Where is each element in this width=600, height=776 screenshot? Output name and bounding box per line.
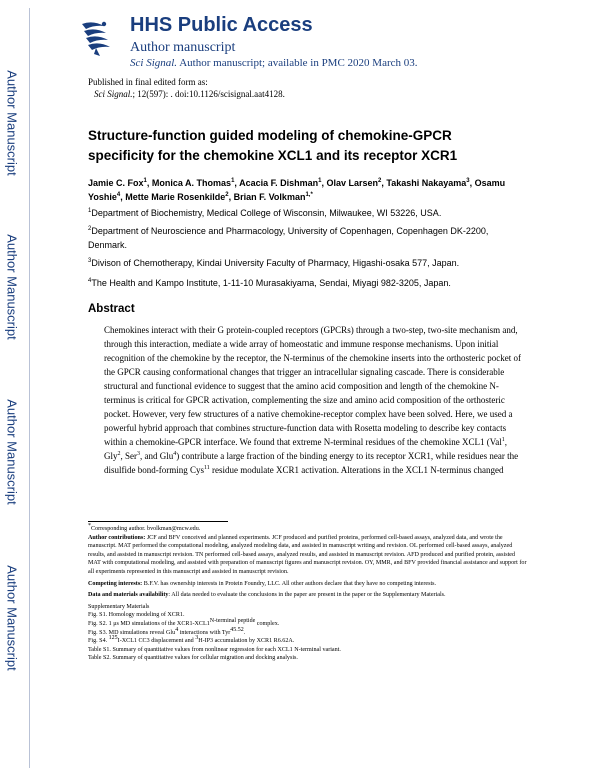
supplementary-item: Table S2. Summary of quantitative values for cellular migration and docking analysis. — [88, 655, 298, 662]
author-manuscript-subtitle: Author manuscript — [130, 40, 236, 55]
data-availability: Data and materials availability: All data needed to evaluate the conclusions in the paper are present in the paper or the Supplementary Materials. — [88, 592, 446, 599]
supplementary-item: Fig. S4. $^{125}$I-XCL1 CC3 displacement and $^3$H-IP3 accumulation by XCR1 R6.62A. — [88, 635, 295, 645]
side-label-author-manuscript: Author Manuscript — [4, 399, 20, 505]
competing-interests: Competing interests: B.F.V. has ownership interests in Protein Foundry, LLC. All other authors declare that they have no competing interests. — [88, 580, 437, 587]
side-label-author-manuscript: Author Manuscript — [4, 565, 20, 671]
supplementary-item: Table S1. Summary of quantitative values from nonlinear regression for each XCL1 N-terminal variant. — [88, 646, 341, 653]
author-list: Jamie C. Fox$^1$, Monica A. Thomas$^1$, Acacia F. Dishman$^1$, Olav Larsen$^2$, Takashi Nakayama$^3$, Osamu Yoshie$^4$, Mette Marie Rosenkilde$^2$, Brian F. Volkman$^{1,*}$ — [88, 178, 506, 202]
author: Olav Larsen$^2$ — [326, 178, 382, 188]
author: Jamie C. Fox$^1$ — [88, 178, 147, 188]
affiliation: $^2$Department of Neuroscience and Pharmacology, University of Copenhagen, Copenhagen DK-2200, Denmark. — [88, 226, 489, 250]
author: Osamu Yoshie$^4$ — [88, 178, 506, 202]
hhs-eagle-logo — [78, 18, 112, 58]
paper-title: Structure-function guided modeling of chemokine-GPCR specificity for the chemokine XCL1 and its receptor XCR1 — [88, 128, 458, 163]
corresponding-author: *Corresponding author. bvolkman@mcw.edu. — [88, 522, 201, 532]
affiliation: $^4$The Health and Kampo Institute, 1-11-10 Murasakiyama, Sendai, Miyagi 982-3205, Japan. — [88, 278, 451, 288]
author: Mette Marie Rosenkilde$^2$ — [125, 192, 229, 202]
author: Monica A. Thomas$^1$ — [151, 178, 235, 188]
author: Takashi Nakayama$^3$ — [386, 178, 470, 188]
citation-journal: Sci Signal. — [94, 89, 133, 99]
supplementary-item: Fig. S2. 1 μs MD simulations of the $XCR1-XCL1^{N-terminal peptide}$ complex. — [88, 617, 280, 627]
published-line: Published in final edited form as: — [88, 77, 208, 87]
author-contributions: Author contributions: JCF and BFV conceived and planned experiments. JCF produced and purified proteins, performed cell-based assays, analyzed data, and wrote the manuscript. MAT performed the computational modeling, analyzed modeling data, and assisted in manuscript writing and revision. OL performed cell-based assays, analyzed results, and assisted in manuscript revision. TN performed cell-based assays, analyzed results, and assisted in manuscript revision. AFD produced and purified protein, assisted MAT with computational modeling, and assisted with preparation of manuscript figures and manuscript revision. OY, MMR, and BFV provided financial assistance and support for all experiments represented in this manuscript and assisted in manuscript revision. — [88, 534, 527, 575]
hhs-public-access-title: HHS Public Access — [130, 14, 313, 36]
side-label-author-manuscript: Author Manuscript — [4, 234, 20, 340]
affiliation: $^3$Divison of Chemotherapy, Kindai University Faculty of Pharmacy, Higashi-osaka 577, Japan. — [88, 258, 460, 268]
supplementary-item: Fig. S3. MD simulations reveal Glu$^4$ interactions with Tyr$^{45.52}$. — [88, 626, 246, 636]
footnote-block — [88, 522, 528, 663]
side-label-author-manuscript: Author Manuscript — [4, 70, 20, 176]
margin-rule — [29, 8, 30, 768]
supplementary-item: Fig. S1. Homology modeling of XCR1. — [88, 612, 185, 619]
citation-text: ; 12(597): . doi:10.1126/scisignal.aat4128. — [132, 89, 285, 99]
availability-line — [130, 57, 418, 69]
publication-info — [88, 76, 285, 100]
footnote-rule — [88, 521, 228, 522]
citation-line — [88, 88, 285, 100]
affiliation: $^1$Department of Biochemistry, Medical College of Wisconsin, Milwaukee, WI 53226, USA. — [88, 208, 442, 218]
author: Brian F. Volkman$^{1,*}$ — [233, 192, 313, 202]
abstract-heading: Abstract — [88, 303, 135, 315]
author: Acacia F. Dishman$^1$ — [239, 178, 322, 188]
journal-name: Sci Signal. — [130, 57, 178, 69]
abstract-body: Chemokines interact with their G protein-coupled receptors (GPCRs) through a two-step, two-site mechanism and, through this interaction, mediate a wide array of homeostatic and immune response mechanisms. Upon initial recognition of the chemokine by the receptor, the N-terminus of the chemokine inserts into the orthosteric pocket of the GPCR causing conformational changes that trigger an intracellular signaling cascade. There is considerable structural and functional evidence to suggest that the amino acid composition and length of the chemokine N-terminus is critical for GPCR activation, complementing the size and amino acid composition of the orthosteric pocket. However, very few structures of a native chemokine-receptor complex have been solved. Here, we used a powerful hybrid approach that combines structure-function data with Rosetta modeling to describe key contacts within a chemokine-GPCR interface. We found that extreme N-terminal residues of the chemokine XCL1 (Val$^1$, Gly$^2$, Ser$^3$, and Glu$^4$) contribute a large fraction of the binding energy to its receptor XCR1, while residues near the disulfide bond-forming Cys$^{11}$ residue modulate XCR1 activation. Alterations in the XCL1 N-terminus changed — [104, 325, 522, 475]
availability-text: Author manuscript; available in PMC 2020 March 03. — [179, 57, 418, 69]
supplementary-heading: Supplementary Materials — [88, 603, 150, 610]
